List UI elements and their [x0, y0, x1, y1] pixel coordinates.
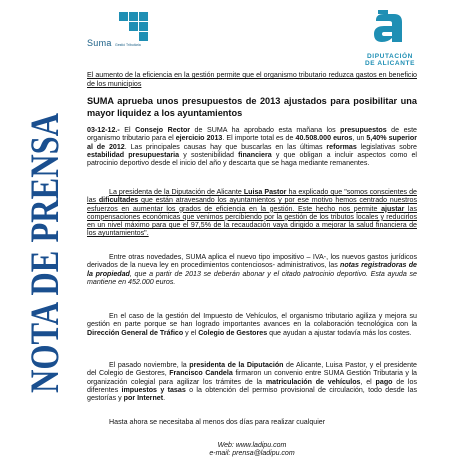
suma-wordmark: Suma: [87, 38, 112, 48]
paragraph-5: El pasado noviembre, la presidenta de la Diputación de Alicante, Luisa Pastor, y el presidente del Colegio de Gestores, Francisco Candela firmaron un convenio entre SUMA Gestión Tributaria y la organización colegial para agilizar los trámites de la matriculación de vehículos, el pago de los diferentes impuestos y tasas o la obtención del permiso provisional de circulación, todo desde las gestorías y por Internet.: [87, 361, 417, 403]
contact-footer: [87, 442, 417, 458]
paragraph-3: Entre otras novedades, SUMA aplica el nuevo tipo impositivo – IVA-, los nuevos gastos jurídicos derivados de la nueva ley en procedimientos contenciosos- administrativos, las notas registradoras de la propiedad, que a partir de 2013 se deberán abonar y el citado patrocinio deportivo. Esta ayuda se mantiene en 452.000 euros.: [87, 253, 418, 286]
paragraph-4: En el caso de la gestión del Impuesto de Vehículos, el organismo tributario agiliza y mejora su gestión en parte porque se han logrado importantes avances en la colaboración tecnológica con la Dirección General de Tráfico y el Colegio de Gestores que ayudan a ajustar todavía más los costes.: [87, 312, 417, 337]
diputacion-region: DE ALICANTE: [364, 60, 416, 67]
diputacion-logo: [350, 10, 430, 67]
diputacion-name: DIPUTACIÓN: [367, 53, 413, 60]
suma-squares-icon: [119, 12, 149, 40]
paragraph-2: La presidenta de la Diputación de Alicante Luisa Pastor ha explicado que "somos conscientes de las dificultades que están atravesando los ayuntamientos y por ese motivo hemos centrado nuestros esfuerzos en aumentar los grados de eficiencia en la gestión. Este hecho nos permite ajustar las compensaciones económicas que venimos percibiendo por la gestión de los tributos locales y reducirlos en un nivel máximo para que el 97,5% de la recaudación vaya dirigido a mejorar la salud financiera de los ayuntamientos".: [87, 188, 417, 238]
nota-de-prensa-text: NOTA DE PRENSA: [22, 47, 67, 393]
diputacion-a-icon: [372, 10, 408, 42]
email-link[interactable]: e-mail: prensa@ladipu.com: [209, 450, 295, 457]
web-link[interactable]: Web: www.ladipu.com: [217, 442, 287, 449]
intro-summary: El aumento de la eficiencia en la gestión permite que el organismo tributario reduzca gastos en beneficio de los municipios: [87, 71, 417, 88]
paragraph-6: Hasta ahora se necesitaba al menos dos días para realizar cualquier: [109, 418, 326, 426]
suma-tagline: Gestió Tributària: [115, 43, 141, 47]
paragraph-1: 03-12-12.- El Consejo Rector de SUMA ha aprobado esta mañana los presupuestos de este organismo tributario para el ejercicio 2013. El importe total es de 40.508.000 euros, un 5,40% superior al de 2012. Las principales causas hay que buscarlas en las últimas reformas legislativas sobre estabilidad presupuestaria y sostenibilidad financiera y que obligan a incluir aspectos como el patrocinio deportivo desde el inicio del año y descarta que se haga mediante remanentes.: [87, 126, 417, 168]
suma-logo: [87, 12, 167, 50]
page-title: SUMA aprueba unos presupuestos de 2013 ajustados para posibilitar una mayor liquidez a los ayuntamientos: [87, 96, 417, 118]
side-title: [6, 47, 76, 395]
date-label: 03-12-12.-: [87, 126, 120, 134]
